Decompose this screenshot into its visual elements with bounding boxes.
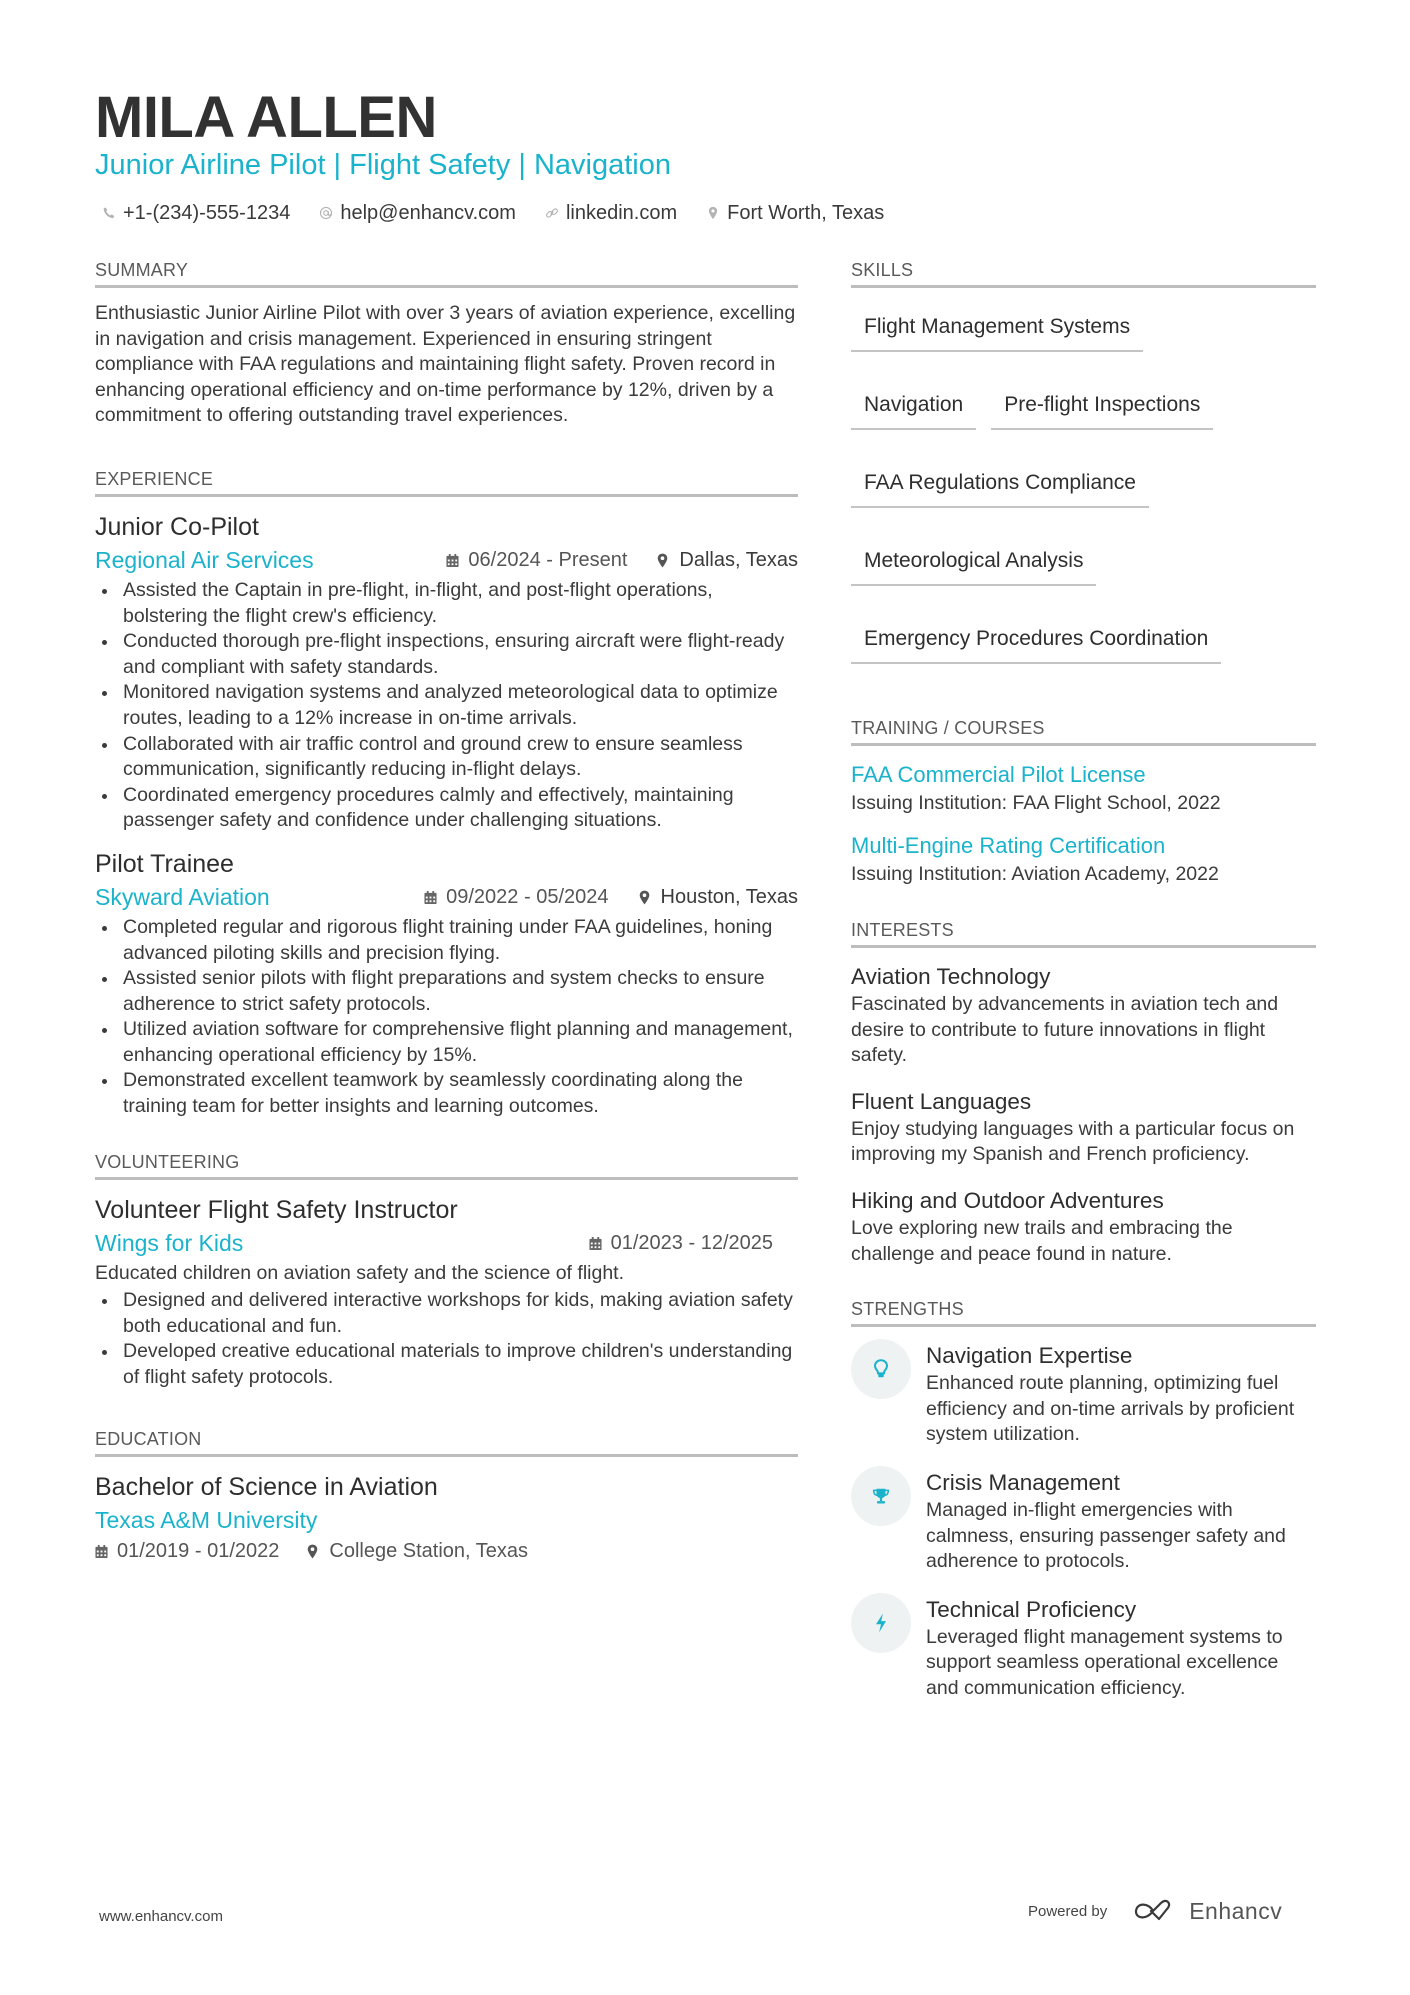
- interests-heading: INTERESTS: [851, 918, 1316, 948]
- location-pin-icon: [307, 1544, 321, 1560]
- school-location: [307, 1540, 528, 1563]
- date-text: 09/2022 - 05/2024: [446, 886, 609, 909]
- experience-entry: [95, 848, 798, 1120]
- bullet-item: Designed and delivered interactive workshops for kids, making aviation safety both educational and fun.: [95, 1288, 798, 1339]
- interest-title: Hiking and Outdoor Adventures: [851, 1187, 1164, 1213]
- job-location: [657, 549, 798, 572]
- strength-description: Leveraged flight management systems to support seamless operational excellence and communication efficiency.: [926, 1625, 1283, 1699]
- bullet-item: Collaborated with air traffic control and ground crew to ensure seamless communication, significantly reducing in-flight delays.: [95, 732, 798, 783]
- volunteering-entry: [95, 1194, 798, 1391]
- experience-heading: EXPERIENCE: [95, 467, 798, 497]
- entry-meta: [95, 1229, 798, 1259]
- course-item: [851, 831, 1316, 888]
- strength-item: [851, 1341, 1316, 1448]
- footer-branding[interactable]: [1028, 1896, 1282, 1926]
- skills-list: [851, 302, 1316, 664]
- bullet-list: [95, 915, 798, 1120]
- contact-email-text: help@enhancv.com: [340, 201, 516, 224]
- strength-item: [851, 1595, 1316, 1702]
- role-description: Educated children on aviation safety and the science of flight.: [95, 1261, 625, 1284]
- skill-tag: Flight Management Systems: [851, 308, 1143, 352]
- training-section: [851, 716, 1316, 888]
- contact-email[interactable]: [318, 202, 516, 225]
- enhancv-brand-name: Enhancv: [1189, 1897, 1283, 1924]
- degree-title: Bachelor of Science in Aviation: [95, 1472, 438, 1501]
- strengths-section: [851, 1297, 1316, 1701]
- contact-phone[interactable]: [101, 202, 290, 225]
- entry-meta: [95, 1537, 798, 1567]
- education-heading: EDUCATION: [95, 1427, 798, 1457]
- strength-title: Crisis Management: [926, 1469, 1120, 1495]
- entry-meta: [95, 883, 798, 913]
- footer-website-link[interactable]: www.enhancv.com: [99, 1908, 223, 1925]
- calendar-icon: [95, 1544, 109, 1560]
- summary-text: Enthusiastic Junior Airline Pilot with over 3 years of aviation experience, excelling in navigation and crisis management. Experienced in ensuring stringent compliance with FAA regulations and maintaining flight safety. Proven record in enhancing operational efficiency and on-time performance by 12%, driven by a commitment to offering outstanding travel experiences.: [95, 302, 796, 427]
- job-location: [639, 886, 799, 909]
- interest-description: Love exploring new trails and embracing the challenge and peace found in nature.: [851, 1216, 1233, 1265]
- interest-title: Aviation Technology: [851, 964, 1051, 989]
- location-pin-icon: [705, 205, 721, 221]
- interest-description: Enjoy studying languages with a particular focus on improving my Spanish and French proficiency.: [851, 1117, 1295, 1166]
- interest-title: Fluent Languages: [851, 1088, 1032, 1114]
- bullet-item: Coordinated emergency procedures calmly and effectively, maintaining passenger safety and confidence under challenging situations.: [95, 783, 798, 834]
- bullet-item: Conducted thorough pre-flight inspections, ensuring aircraft were flight-ready and compliant with safety standards.: [95, 629, 798, 680]
- bullet-item: Assisted senior pilots with flight preparations and system checks to ensure adherence to strict safety protocols.: [95, 966, 798, 1017]
- date-text: 01/2023 - 12/2025: [610, 1232, 773, 1255]
- bullet-item: Utilized aviation software for comprehensive flight planning and management, enhancing operational efficiency by 15%.: [95, 1017, 798, 1068]
- date-range: [446, 549, 627, 572]
- date-range: [95, 1540, 279, 1563]
- trophy-icon: [851, 1466, 911, 1526]
- lightbulb-icon: [851, 1339, 911, 1399]
- bullet-item: Demonstrated excellent teamwork by seamlessly coordinating along the training team for better insights and learning outcomes.: [95, 1068, 798, 1119]
- interest-description: Fascinated by advancements in aviation tech and desire to contribute to future innovations in flight safety.: [851, 993, 1279, 1067]
- summary-section: [95, 258, 798, 429]
- course-title: FAA Commercial Pilot License: [851, 762, 1146, 787]
- volunteering-heading: VOLUNTEERING: [95, 1150, 798, 1180]
- contact-location-text: Fort Worth, Texas: [727, 201, 885, 224]
- calendar-icon: [424, 890, 438, 906]
- volunteering-section: [95, 1150, 798, 1391]
- experience-section: [95, 467, 798, 1120]
- location-pin-icon: [639, 890, 653, 906]
- course-item: [851, 760, 1316, 817]
- skill-tag: Navigation: [851, 386, 976, 430]
- interests-section: [851, 918, 1316, 1267]
- bullet-list: [95, 578, 798, 834]
- company-name[interactable]: Regional Air Services: [95, 547, 314, 574]
- lightning-bolt-icon: [851, 1593, 911, 1653]
- training-heading: TRAINING / COURSES: [851, 716, 1316, 746]
- location-text: Houston, Texas: [660, 886, 798, 909]
- interest-item: [851, 962, 1316, 1069]
- strength-title: Technical Proficiency: [926, 1596, 1137, 1622]
- bullet-item: Developed creative educational materials to improve children's understanding of flight safety protocols.: [95, 1339, 798, 1390]
- course-title: Multi-Engine Rating Certification: [851, 833, 1166, 858]
- experience-entry: [95, 511, 798, 834]
- strength-description: Managed in-flight emergencies with calmness, ensuring passenger safety and adherence to protocols.: [926, 1498, 1286, 1573]
- job-title: Junior Co-Pilot: [95, 512, 259, 541]
- powered-by-label: Powered by: [1028, 1902, 1108, 1920]
- job-title: Pilot Trainee: [95, 849, 234, 878]
- school-name[interactable]: Texas A&M University: [95, 1506, 318, 1533]
- strength-item: [851, 1468, 1316, 1575]
- calendar-icon: [446, 553, 460, 569]
- bullet-list: [95, 1288, 798, 1390]
- left-column: [95, 258, 798, 1599]
- right-column: [851, 258, 1316, 1734]
- interest-item: [851, 1186, 1316, 1267]
- skills-section: [851, 258, 1316, 664]
- bullet-item: Monitored navigation systems and analyzed meteorological data to optimize routes, leading to a 12% increase in on-time arrivals.: [95, 680, 798, 731]
- contact-linkedin[interactable]: [544, 202, 677, 225]
- calendar-icon: [589, 1236, 603, 1252]
- contact-row: [101, 199, 912, 227]
- enhancv-logo-icon: [1133, 1898, 1181, 1924]
- interest-item: [851, 1087, 1316, 1168]
- strength-description: Enhanced route planning, optimizing fuel efficiency and on-time arrivals by proficient system utilization.: [926, 1372, 1295, 1446]
- link-icon: [544, 205, 560, 221]
- contact-location: [705, 202, 884, 225]
- location-text: Dallas, Texas: [679, 549, 798, 572]
- role-title: Volunteer Flight Safety Instructor: [95, 1195, 458, 1224]
- strengths-heading: STRENGTHS: [851, 1297, 1316, 1327]
- course-institution: Issuing Institution: Aviation Academy, 2022: [851, 863, 1219, 885]
- location-text: College Station, Texas: [329, 1540, 529, 1563]
- skill-tag: Emergency Procedures Coordination: [851, 620, 1221, 664]
- phone-icon: [101, 205, 117, 221]
- candidate-title: Junior Airline Pilot | Flight Safety | Navigation: [95, 149, 672, 181]
- company-name[interactable]: Skyward Aviation: [95, 884, 270, 911]
- date-range: [589, 1232, 773, 1255]
- date-text: 01/2019 - 01/2022: [117, 1540, 280, 1563]
- location-pin-icon: [657, 553, 671, 569]
- strength-title: Navigation Expertise: [926, 1343, 1133, 1369]
- contact-phone-text: +1-(234)-555-1234: [123, 201, 291, 224]
- at-icon: [318, 205, 334, 221]
- date-range: [424, 886, 608, 909]
- course-institution: Issuing Institution: FAA Flight School, 2022: [851, 792, 1221, 814]
- skill-tag: Meteorological Analysis: [851, 542, 1096, 586]
- entry-meta: [95, 546, 798, 576]
- bullet-item: Completed regular and rigorous flight training under FAA guidelines, honing advanced piloting skills and precision flying.: [95, 915, 798, 966]
- contact-linkedin-text: linkedin.com: [565, 201, 678, 224]
- education-section: [95, 1427, 798, 1567]
- organization-name[interactable]: Wings for Kids: [95, 1230, 244, 1257]
- skill-tag: FAA Regulations Compliance: [851, 464, 1149, 508]
- skill-tag: Pre-flight Inspections: [991, 386, 1213, 430]
- skills-heading: SKILLS: [851, 258, 1316, 288]
- candidate-name: MILA ALLEN: [95, 85, 437, 150]
- summary-heading: SUMMARY: [95, 258, 798, 288]
- bullet-item: Assisted the Captain in pre-flight, in-flight, and post-flight operations, bolstering the flight crew's efficiency.: [95, 578, 798, 629]
- date-text: 06/2024 - Present: [468, 549, 628, 572]
- education-entry: [95, 1471, 798, 1567]
